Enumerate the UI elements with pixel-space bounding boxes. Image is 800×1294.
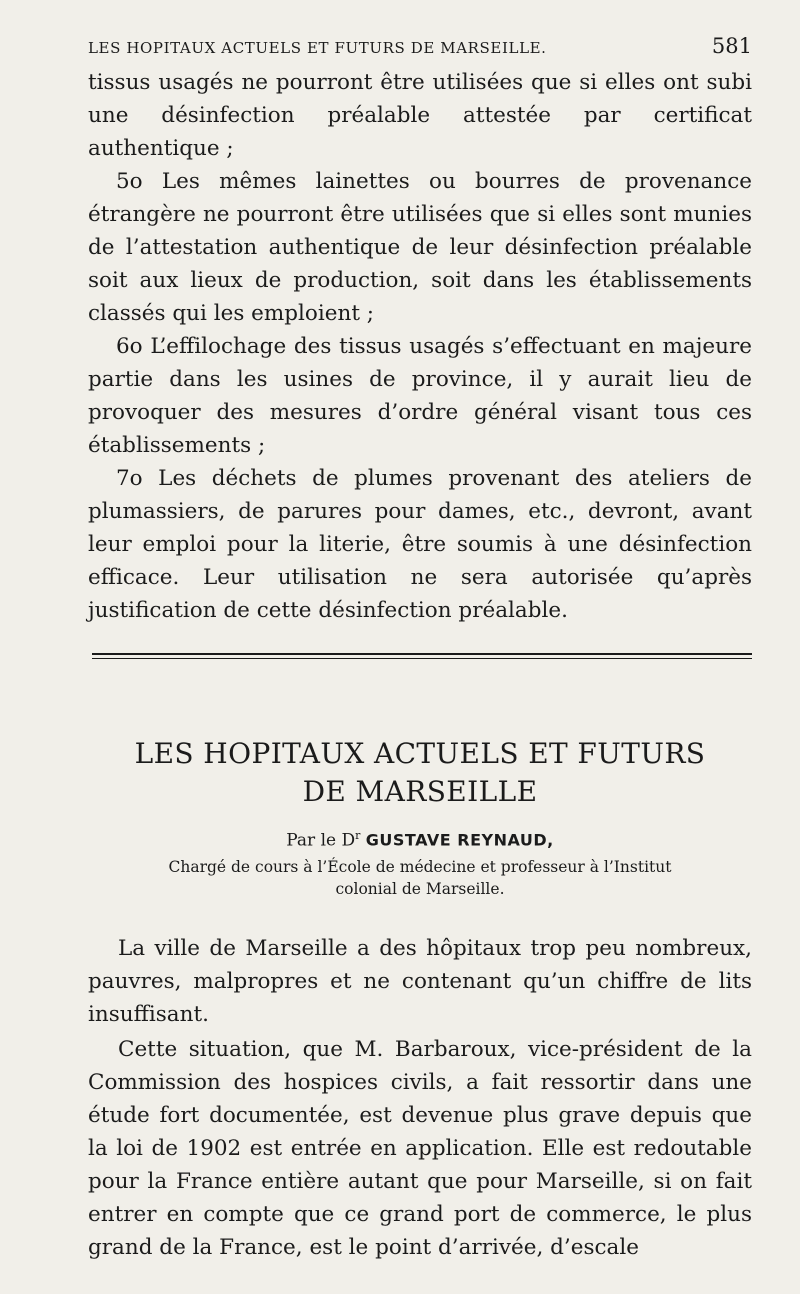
paragraph-continuation: tissus usagés ne pourront être utilisées que si elles ont subi une désinfection préalable attestée par certificat authentique ; xyxy=(88,70,752,161)
article-paragraph-2: Cette situation, que M. Barbaroux, vice-président de la Commission des hospices civils, a fait ressortir dans une étude fort documentée, est devenue plus grave depuis que la loi de 1902 est entrée en application. Elle est redoutable pour la France entière autant que pour Marseille, si on fait entrer en compte que ce grand port de commerce, le plus grand de la France, est le point d’arrivée, d’escale xyxy=(88,1036,752,1260)
section-divider xyxy=(92,653,752,659)
article-title xyxy=(88,735,752,811)
previous-article-text xyxy=(88,66,752,627)
paragraph-item-6: 6o L’effilochage des tissus usagés s’effectuant en majeure partie dans les usines de province, il y aurait lieu de provoquer des mesures d’ordre général visant tous ces établissements ; xyxy=(88,334,752,458)
byline-prefix: Par le D xyxy=(286,830,356,851)
byline-superscript: r xyxy=(355,829,361,842)
running-header xyxy=(88,34,752,58)
running-title: LES HOPITAUX ACTUELS ET FUTURS DE MARSEILLE. xyxy=(88,39,547,57)
author-name: GUSTAVE REYNAUD, xyxy=(365,830,554,850)
article-title-line-2: DE MARSEILLE xyxy=(302,775,538,808)
paragraph-item-7: 7o Les déchets de plumes provenant des ateliers de plumassiers, de parures pour dames, etc., devront, avant leur emploi pour la literie, être soumis à une désinfection efficace. Leur utilisation ne sera autorisée qu’après justification de cette désinfection préalable. xyxy=(88,466,752,623)
paragraph-item-5: 5o Les mêmes lainettes ou bourres de provenance étrangère ne pourront être utilisées que si elles sont munies de l’attestation authentique de leur désinfection préalable soit aux lieux de production, soit dans les établissements classés qui les emploient ; xyxy=(88,169,752,326)
page-number: 581 xyxy=(711,34,752,58)
author-affiliation: Chargé de cours à l’École de médecine et professeur à l’Institut colonial de Marseille. xyxy=(168,857,672,898)
byline xyxy=(88,825,752,852)
article-body xyxy=(88,932,752,1264)
article-paragraph-1: La ville de Marseille a des hôpitaux trop peu nombreux, pauvres, malpropres et ne contenant qu’un chiffre de lits insuffisant. xyxy=(88,935,752,1027)
article-title-line-1: LES HOPITAUX ACTUELS ET FUTURS xyxy=(134,737,706,770)
